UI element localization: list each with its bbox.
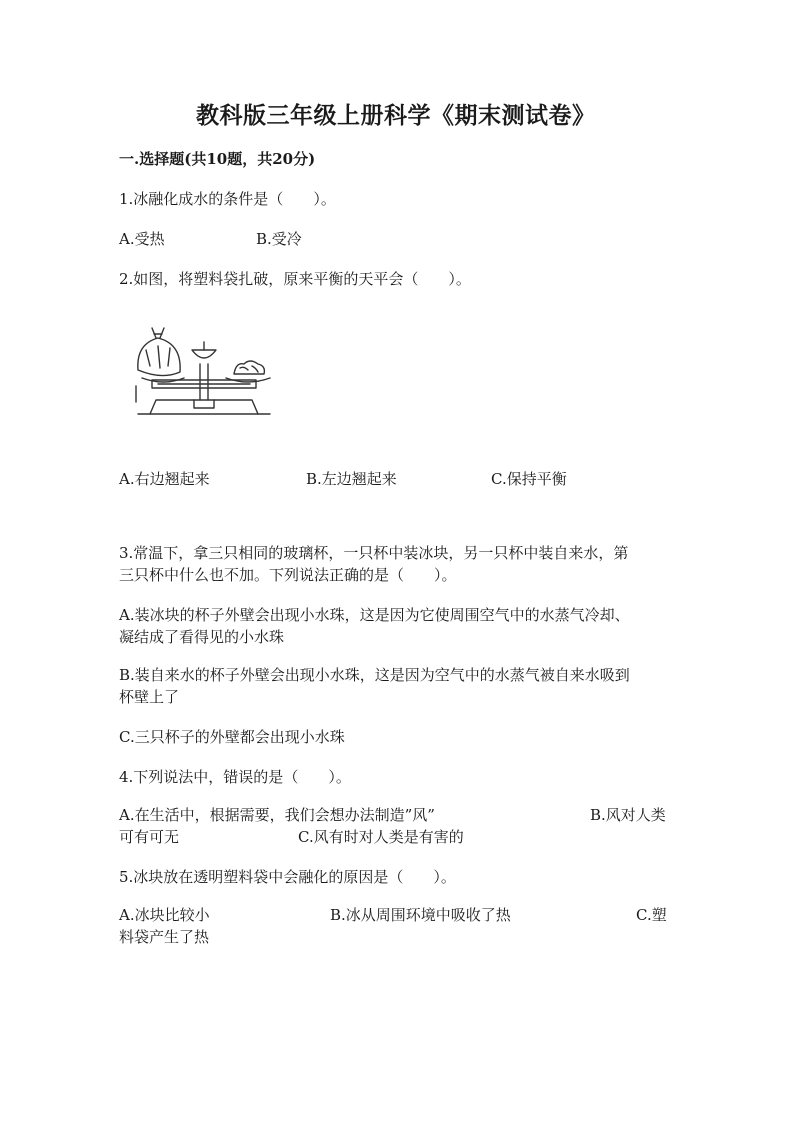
question-2-option-b[interactable]: B.左边翘起来 bbox=[306, 470, 397, 488]
question-3-stem-line-1: 3.常温下，拿三只相同的玻璃杯，一只杯中装冰块，另一只杯中装自来水，第 bbox=[119, 544, 629, 562]
question-4-option-c[interactable]: C.风有时对人类是有害的 bbox=[298, 828, 464, 846]
question-1-option-a[interactable]: A.受热 bbox=[119, 230, 165, 248]
question-4-option-b-part-1: B.风对人类 bbox=[590, 806, 666, 824]
balance-scale-figure bbox=[128, 322, 280, 422]
question-3-option-a-line-2: 凝结成了看得见的小水珠 bbox=[119, 628, 285, 646]
question-5-option-b[interactable]: B.冰从周围环境中吸收了热 bbox=[330, 906, 511, 924]
question-2-option-c[interactable]: C.保持平衡 bbox=[491, 470, 567, 488]
question-5-stem: 5.冰块放在透明塑料袋中会融化的原因是（ ）。 bbox=[119, 868, 456, 886]
question-5-option-c-part-1: C.塑 bbox=[636, 906, 667, 924]
question-1-stem: 1.冰融化成水的条件是（ ）。 bbox=[119, 190, 336, 208]
section-heading: 一.选择题(共10题，共20分) bbox=[119, 150, 316, 168]
page-title: 教科版三年级上册科学《期末测试卷》 bbox=[196, 102, 596, 129]
question-5-option-c-part-2: 料袋产生了热 bbox=[119, 928, 210, 946]
question-2-option-a[interactable]: A.右边翘起来 bbox=[119, 470, 210, 488]
question-2-stem: 2.如图，将塑料袋扎破，原来平衡的天平会（ ）。 bbox=[119, 270, 471, 288]
question-4-option-a[interactable]: A.在生活中，根据需要，我们会想办法制造”风” bbox=[119, 806, 435, 824]
question-3-option-a-line-1: A.装冰块的杯子外壁会出现小水珠，这是因为它使周围空气中的水蒸气冷却、 bbox=[119, 606, 630, 624]
question-3-option-b-line-1: B.装自来水的杯子外壁会出现小水珠，这是因为空气中的水蒸气被自来水吸到 bbox=[119, 666, 630, 684]
question-3-option-b-line-2: 杯壁上了 bbox=[119, 688, 180, 706]
question-4-stem: 4.下列说法中，错误的是（ ）。 bbox=[119, 768, 351, 786]
question-3-option-c[interactable]: C.三只杯子的外壁都会出现小水珠 bbox=[119, 728, 345, 746]
question-3-stem-line-2: 三只杯中什么也不加。下列说法正确的是（ ）。 bbox=[119, 566, 457, 584]
question-5-option-a[interactable]: A.冰块比较小 bbox=[119, 906, 210, 924]
question-1-option-b[interactable]: B.受冷 bbox=[256, 230, 302, 248]
question-4-option-b-part-2: 可有可无 bbox=[119, 828, 180, 846]
